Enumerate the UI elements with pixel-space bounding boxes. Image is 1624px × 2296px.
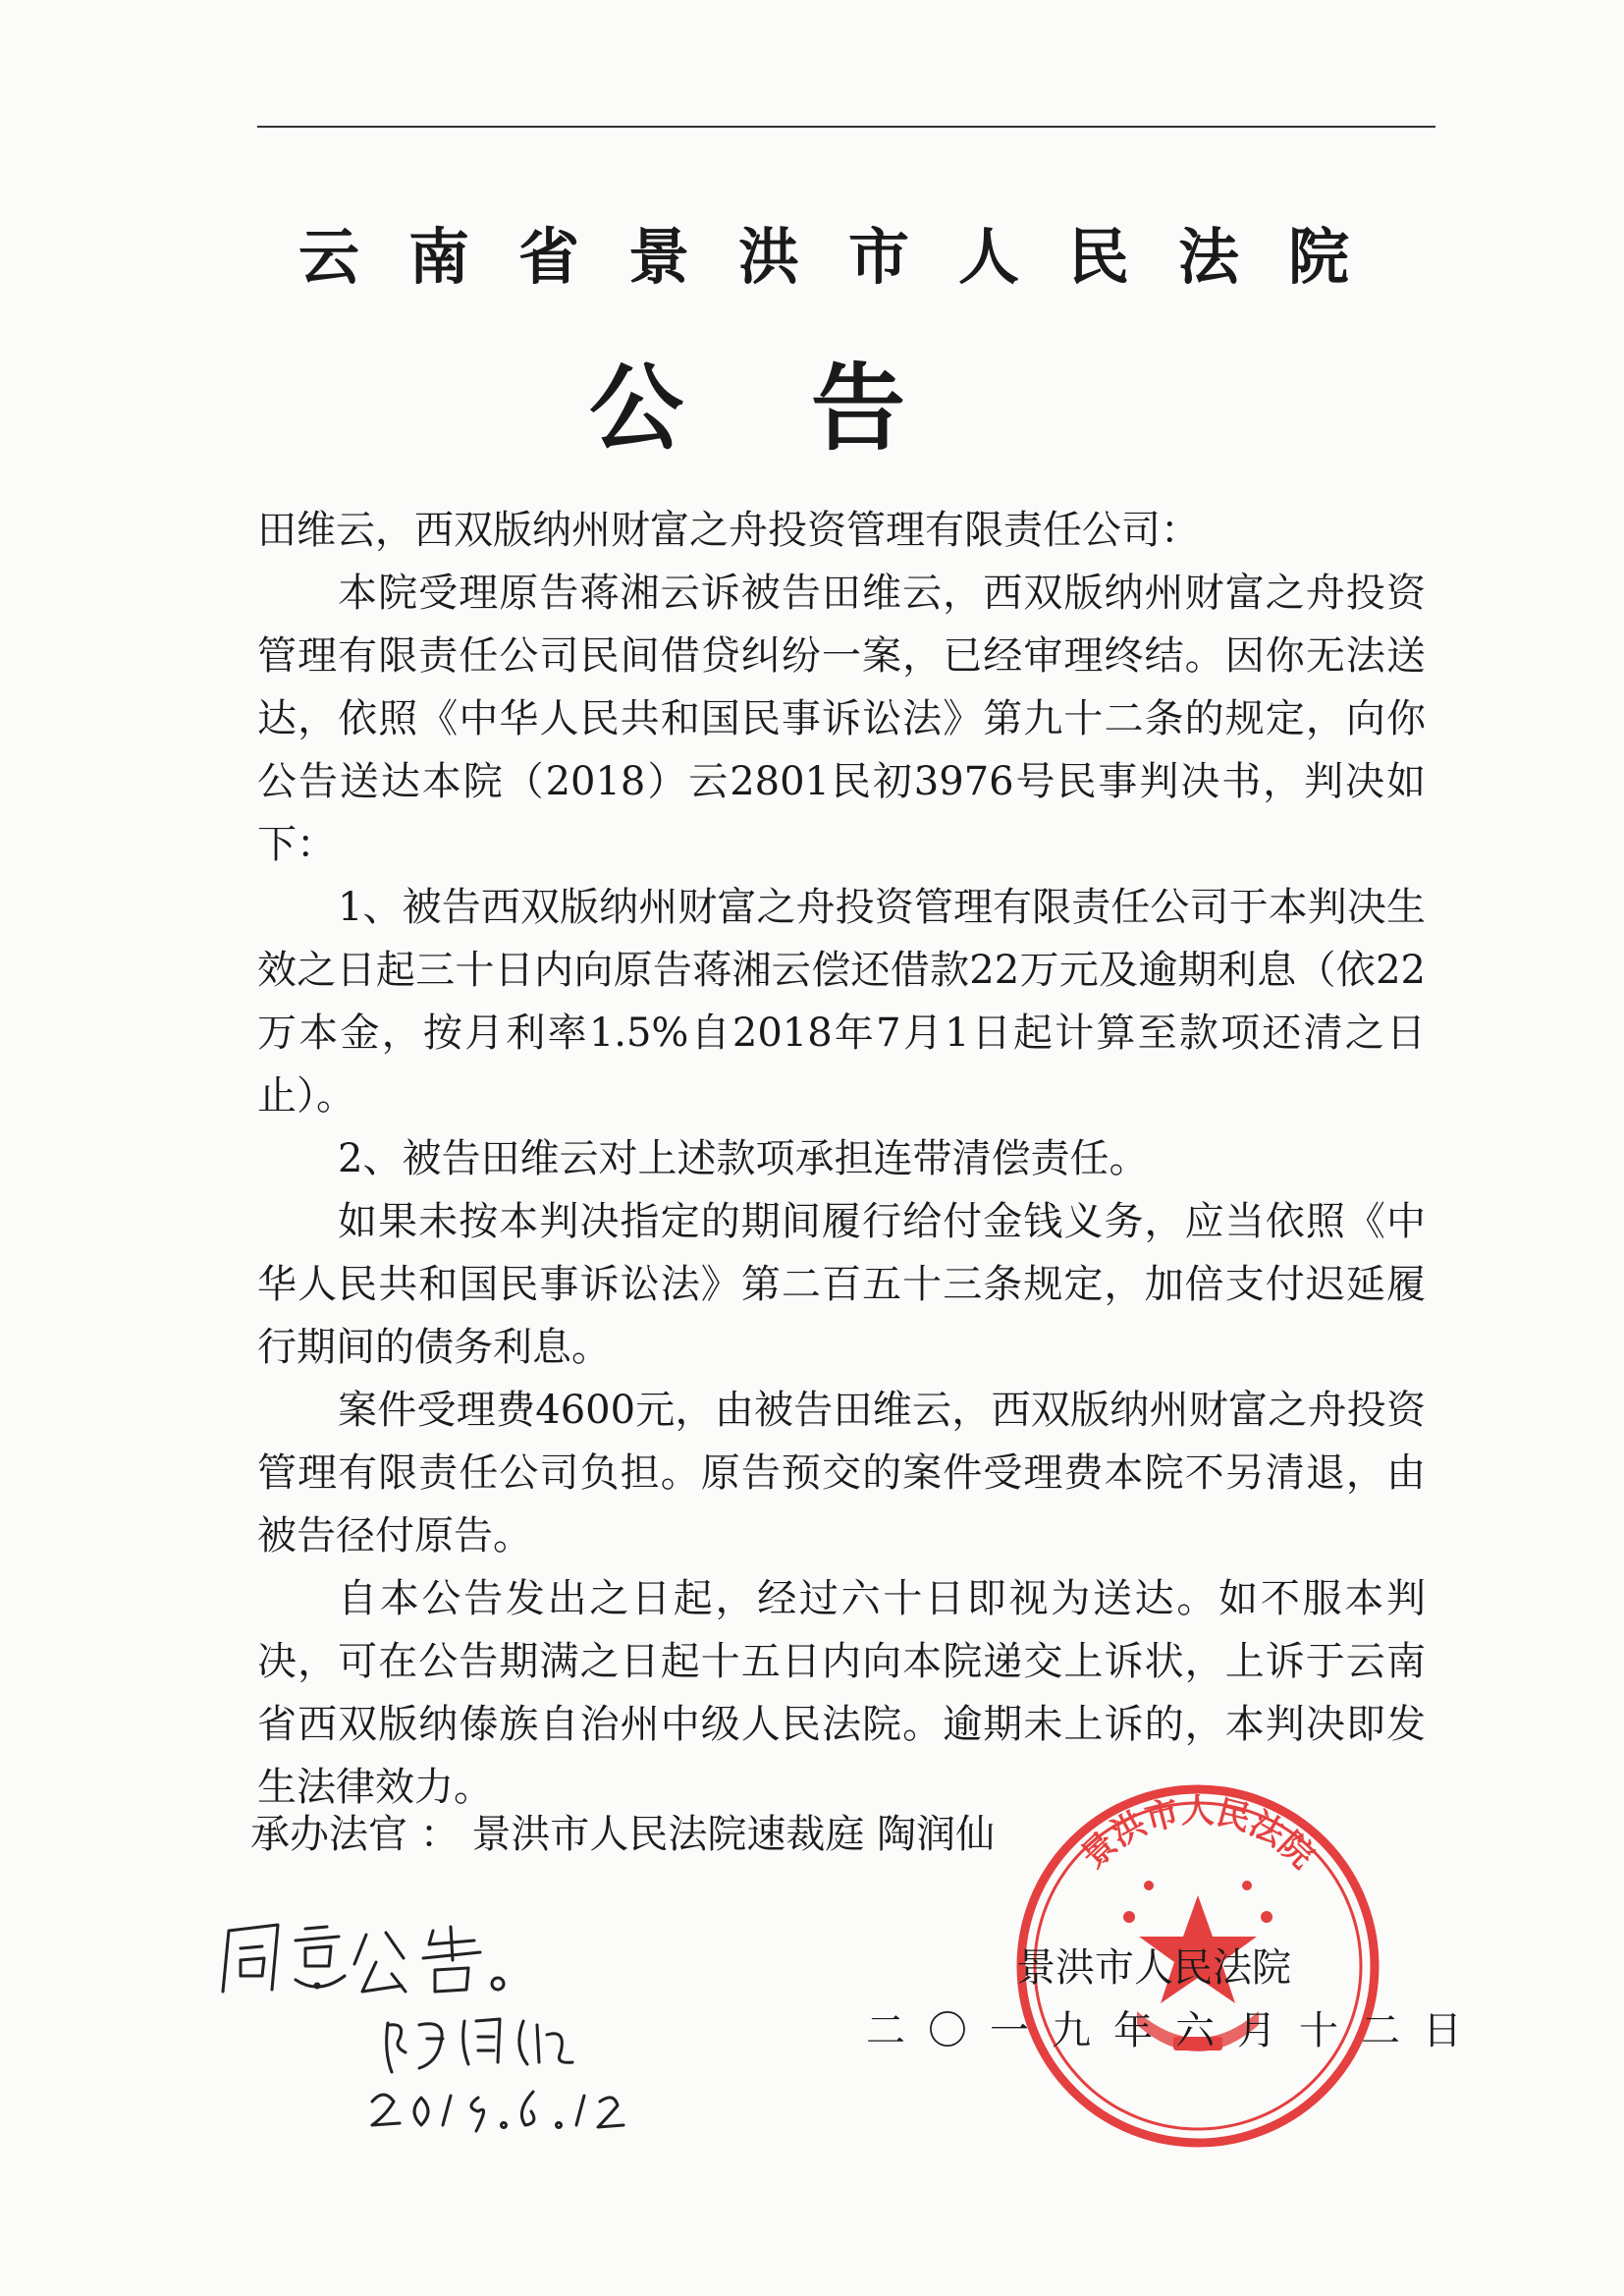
paragraph: 本院受理原告蒋湘云诉被告田维云，西双版纳州财富之舟投资管理有限责任公司民间借贷纠纷一案，已经审理终结。因你无法送达，依照《中华人民共和国民事诉讼法》第九十二条的规定，向你公告送达本院（2018）云2801民初3976号民事判决书，判决如下： [257,571,1426,867]
addressee: 田维云，西双版纳州财富之舟投资管理有限责任公司： [257,508,1200,553]
paragraph: 2、被告田维云对上述款项承担连带清偿责任。 [338,1136,1149,1181]
svg-text:景洪市人民法院 [1074,1792,1322,1877]
top-rule [257,126,1435,128]
notice-body [257,499,1426,1819]
judge-line: 承办法官 ： 景洪市人民法院速裁庭 陶润仙 [250,1812,996,1857]
paragraph: 自本公告发出之日起，经过六十日即视为送达。如不服本判决，可在公告期满之日起十五日内向本院递交上诉状，上诉于云南省西双版纳傣族自治州中级人民法院。逾期未上诉的，本判决即发生法律效力。 [257,1576,1426,1810]
paragraph: 如果未按本判决指定的期间履行给付金钱义务，应当依照《中华人民共和国民事诉讼法》第二百五十三条规定，加倍支付迟延履行期间的债务利息。 [257,1199,1426,1370]
court-name: 云南省景洪市人民法院 [298,221,1398,293]
signing-court: 景洪市人民法院 [1016,1945,1291,1991]
signing-date: 二〇一九年六月十二日 [866,2008,1485,2053]
paragraph: 案件受理费4600元，由被告田维云，西双版纳州财富之舟投资管理有限责任公司负担。原告预交的案件受理费本院不另清退，由被告径付原告。 [257,1388,1426,1558]
paragraph: 1、被告西双版纳州财富之舟投资管理有限责任公司于本判决生效之日起三十日内向原告蒋湘云偿还借款22万元及逾期利息（依22万本金，按月利率1.5%自2018年7月1日起计算至款项还清之日止）。 [257,885,1426,1119]
seal-text: 景洪市人民法院 [1073,1791,1323,1877]
document-title: 公告 [589,354,1033,464]
handwritten-approval [211,1915,722,2151]
